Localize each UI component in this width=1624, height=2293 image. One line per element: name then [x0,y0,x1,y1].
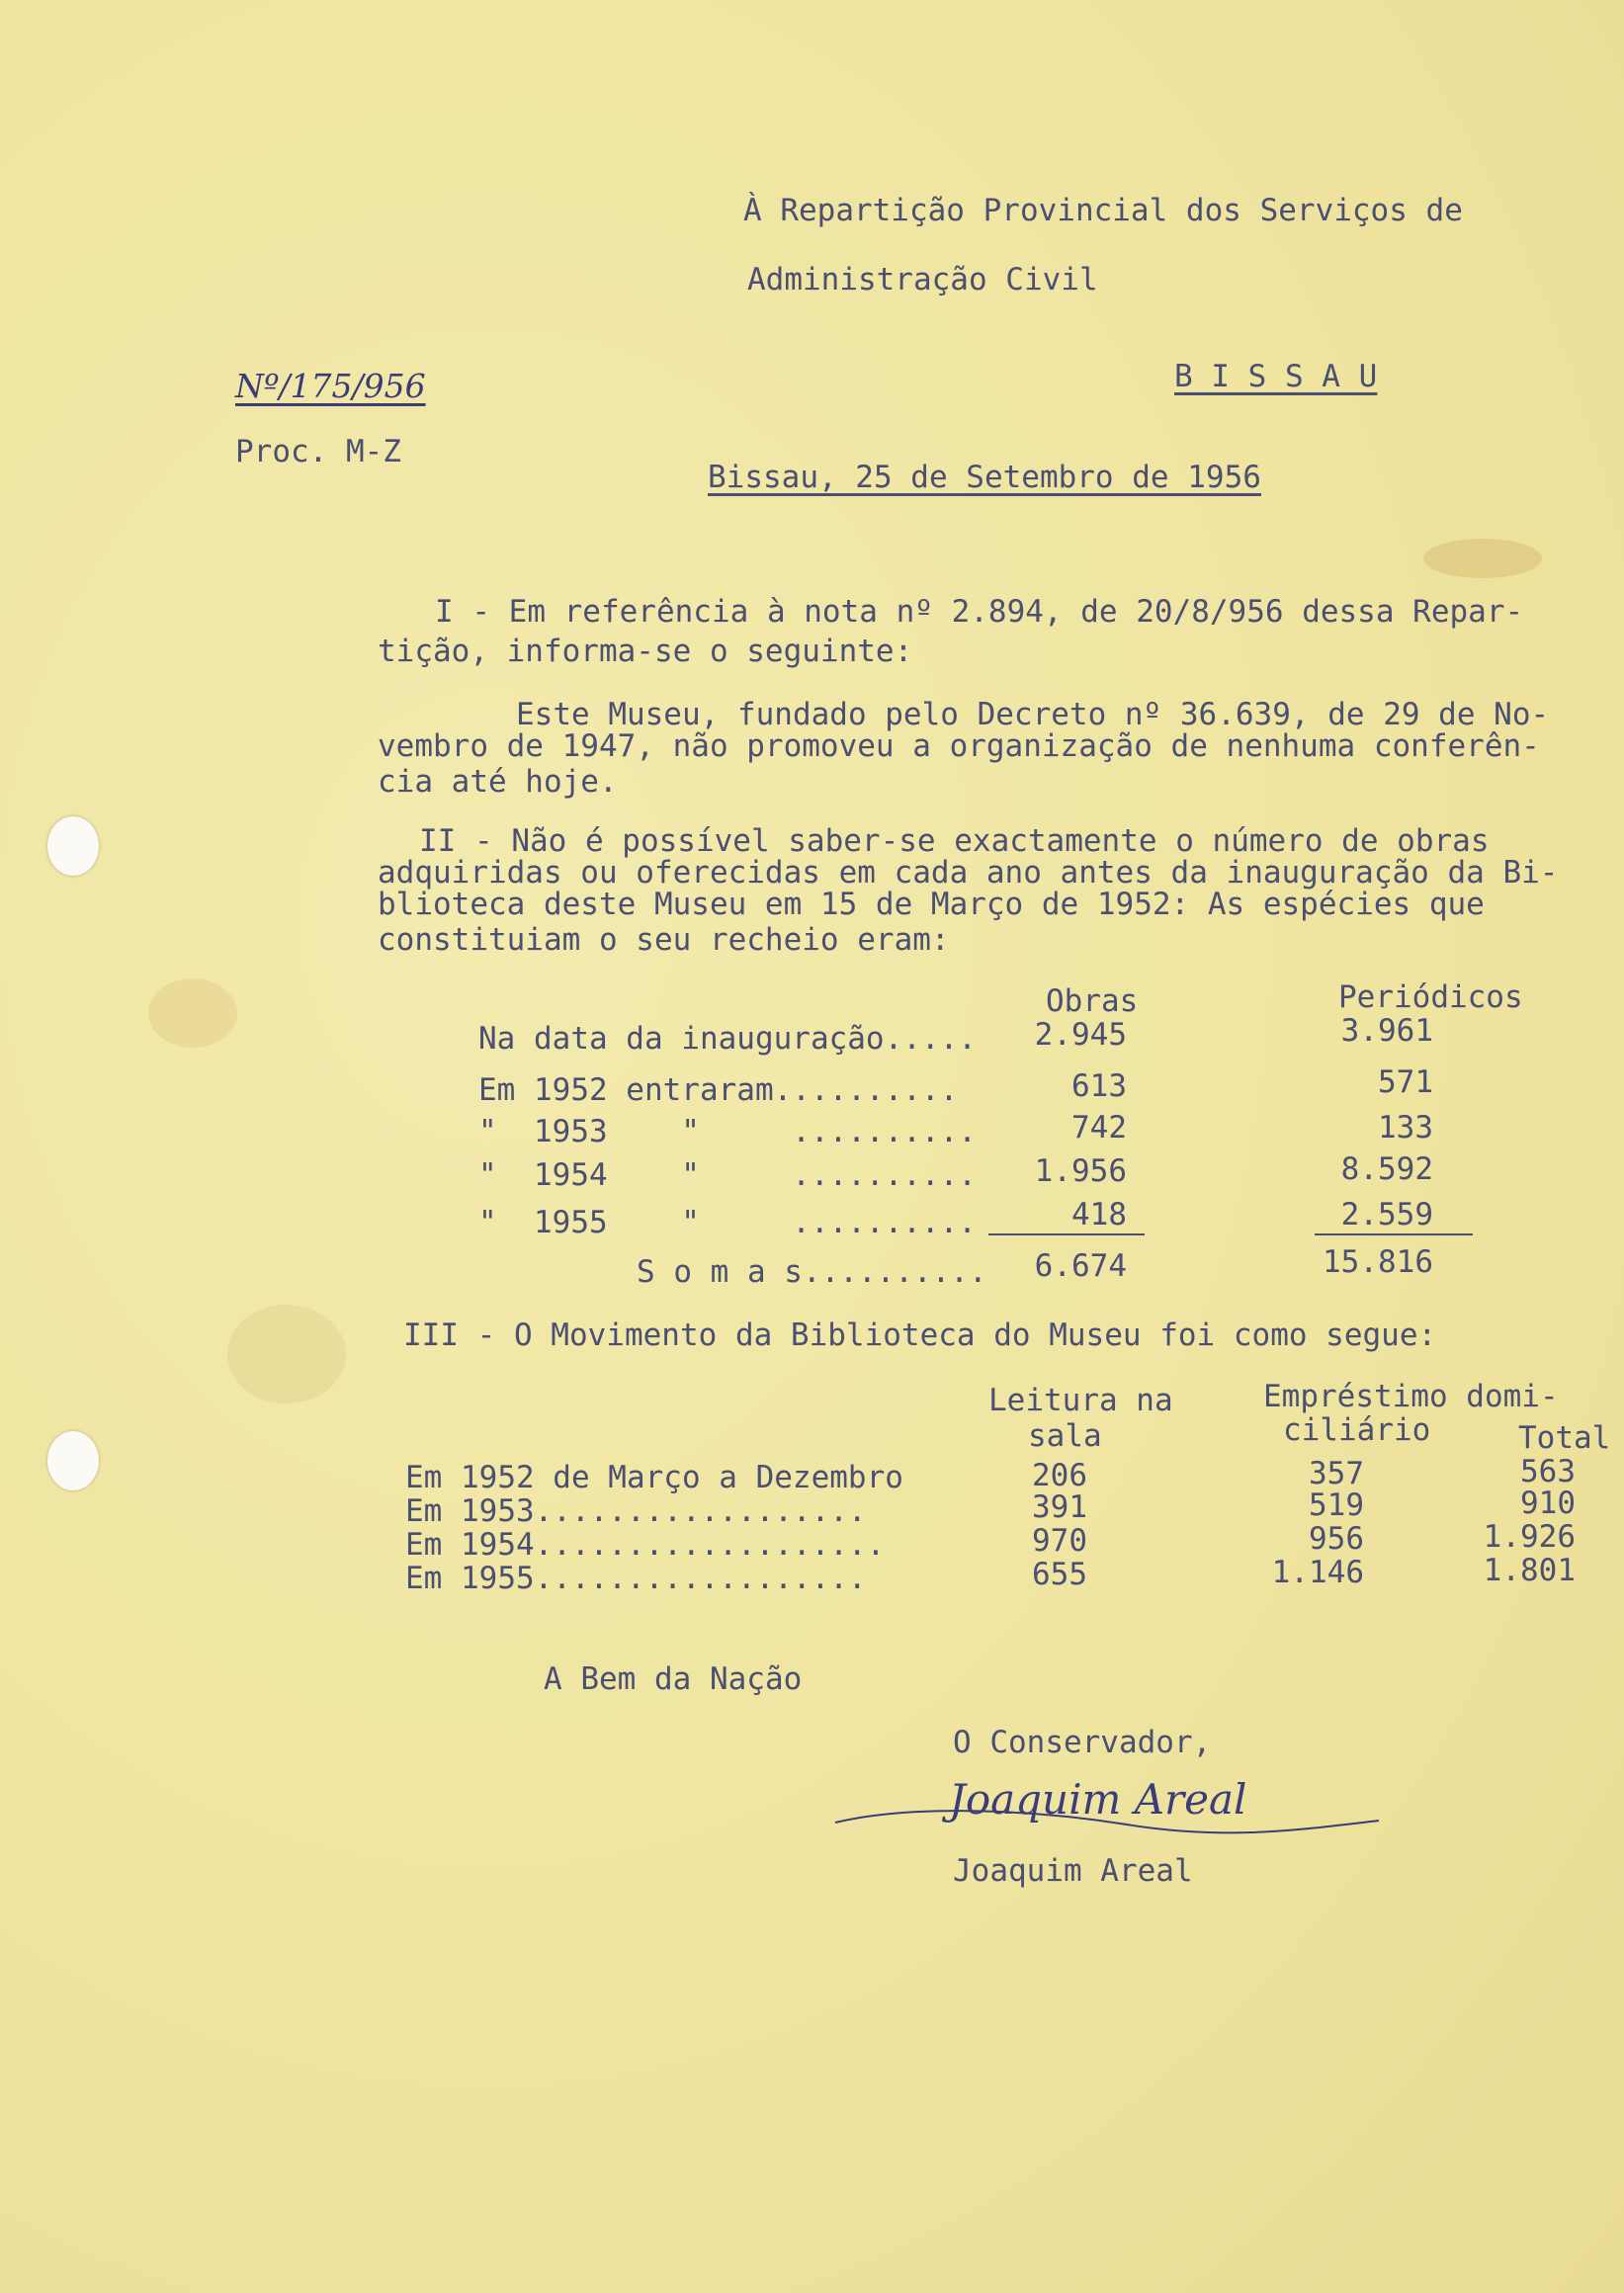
stain [227,1305,346,1403]
table1-row-label: Em 1952 entraram.......... [478,1072,959,1108]
paragraph-3-line-3: blioteca deste Museu em 15 de Março de 1952: As espécies que [378,887,1485,922]
recipient-line-1: À Repartição Provincial dos Serviços de [743,193,1463,228]
table2-row-leitura: 391 [1032,1489,1087,1525]
process-code: Proc. M-Z [235,434,401,469]
table1-row-periodicos: 8.592 [1340,1151,1433,1187]
section-3-heading: III - O Movimento da Biblioteca do Museu foi como segue: [403,1317,1437,1353]
table2-row-emprestimo: 357 [1309,1456,1364,1491]
table1-total-periodicos: 15.816 [1323,1244,1433,1280]
table2-row-label: Em 1953.................. [405,1493,867,1529]
signatory-name: Joaquim Areal [953,1853,1193,1889]
table2-header-leitura-2: sala [1028,1418,1102,1454]
table1-row-label: " 1954 " .......... [478,1157,977,1193]
table2-header-emprestimo-2: ciliário [1283,1412,1431,1448]
paragraph-3-line-1: II - Não é possível saber-se exactamente o número de obras [419,823,1490,859]
table1-header-periodicos: Periódicos [1338,979,1523,1015]
table1-row-obras: 1.956 [1034,1153,1127,1189]
table2-row-label: Em 1952 de Março a Dezembro [405,1460,903,1495]
table1-row-obras: 613 [1071,1068,1127,1104]
paragraph-2-line-1: Este Museu, fundado pelo Decreto nº 36.639, de 29 de No- [516,697,1550,732]
table2-row-total: 1.926 [1483,1519,1576,1555]
signature: Joaquim Areal [949,1775,1247,1824]
recipient-line-2: Administração Civil [747,262,1098,297]
table2-header-leitura-1: Leitura na [988,1383,1173,1418]
table2-row-leitura: 970 [1032,1523,1087,1559]
paragraph-3-line-4: constituiam o seu recheio eram: [378,922,950,958]
table2-row-label: Em 1954................... [405,1527,886,1563]
punch-hole [47,1431,99,1490]
table1-row-label: " 1953 " .......... [478,1114,977,1149]
table1-obras-sum-rule [988,1233,1145,1235]
table1-total-obras: 6.674 [1034,1248,1127,1284]
table1-row-obras: 2.945 [1034,1017,1127,1053]
table2-row-emprestimo: 1.146 [1271,1555,1364,1590]
date-line: Bissau, 25 de Setembro de 1956 [708,460,1261,495]
reference-number: Nº/175/956 [235,367,426,405]
table2-row-emprestimo: 956 [1309,1521,1364,1557]
table2-row-leitura: 206 [1032,1458,1087,1493]
stain [148,978,237,1048]
signatory-title: O Conservador, [953,1725,1212,1760]
table1-row-label: Na data da inauguração..... [478,1021,977,1057]
table2-row-leitura: 655 [1032,1557,1087,1592]
table1-row-periodicos: 133 [1378,1110,1433,1146]
paragraph-1-line-1: I - Em referência à nota nº 2.894, de 20/8/956 dessa Repar- [435,594,1524,630]
table2-row-total: 1.801 [1483,1553,1576,1588]
paragraph-3-line-2: adquiridas ou oferecidas em cada ano antes da inauguração da Bi- [378,855,1559,891]
table1-total-label: S o m a s.......... [637,1254,987,1290]
signature-stroke [830,1785,1384,1864]
table2-row-label: Em 1955.................. [405,1561,867,1596]
table1-periodicos-sum-rule [1315,1233,1473,1235]
table2-row-emprestimo: 519 [1309,1487,1364,1523]
stain [1423,539,1542,578]
table2-row-total: 910 [1520,1486,1576,1521]
table2-header-emprestimo-1: Empréstimo domi- [1263,1379,1559,1414]
paragraph-2-line-2: vembro de 1947, não promoveu a organização de nenhuma conferên- [378,728,1540,764]
table1-row-periodicos: 571 [1378,1064,1433,1100]
table1-header-obras: Obras [1046,983,1139,1019]
punch-hole [47,816,99,876]
closing-salutation: A Bem da Nação [544,1661,803,1697]
table1-row-label: " 1955 " .......... [478,1205,977,1240]
table2-row-total: 563 [1520,1454,1576,1489]
paragraph-1-line-2: tição, informa-se o seguinte: [378,634,913,669]
recipient-city: B I S S A U [1174,359,1378,394]
table1-row-obras: 742 [1071,1110,1127,1146]
table1-row-periodicos: 3.961 [1340,1013,1433,1049]
table1-row-periodicos: 2.559 [1340,1197,1433,1232]
table1-row-obras: 418 [1071,1197,1127,1232]
table2-header-total: Total [1518,1420,1611,1456]
paragraph-2-line-3: cia até hoje. [378,764,618,800]
